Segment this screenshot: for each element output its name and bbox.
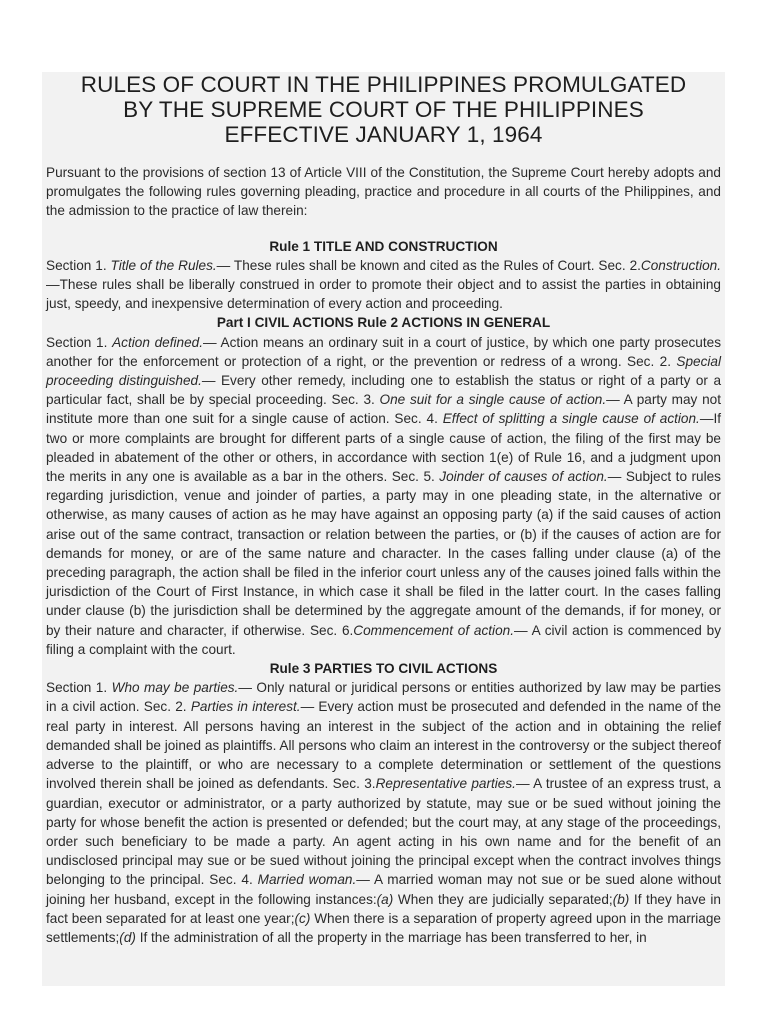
title-line: BY THE SUPREME COURT OF THE PHILIPPINES: [123, 97, 644, 122]
title-line: RULES OF COURT IN THE PHILIPPINES PROMULGATED: [80, 72, 687, 97]
rule1-paragraph: Section 1. Title of the Rules.— These rules shall be known and cited as the Rules of Court. Sec. 2.Construction.—These rules shall be liberally construed in order to promote their object and to assist the parties in obtaining just, speedy, and inexpensive determination of every action and proceeding.: [46, 257, 721, 312]
rule2-paragraph: Section 1. Action defined.— Action means an ordinary suit in a court of justice, by which one party prosecutes another for the enforcement or protection of a right, or the prevention or redress of a wrong. Sec. 2. Special proceeding distinguished.— Every other remedy, including one to establish the status or right of a party or a particular fact, shall be by special proceeding. Sec. 3. One suit for a single cause of action.— A party may not institute more than one suit for a single cause of action. Sec. 4. Effect of splitting a single cause of action.—If two or more complaints are brought for different parts of a single cause of action, the filing of the first may be pleaded in abatement of the other or others, in accordance with section 1(e) of Rule 16, and a judgment upon the merits in any one is available as a bar in the others. Sec. 5. Joinder of causes of action.— Subject to rules regarding jurisdiction, venue and joinder of parties, a party may in one pleading state, in the alternative or otherwise, as many causes of action as he may have against an opposing party (a) if the said causes of action arise out of the same contract, transaction or relation between the parties, or (b) if the causes of action are for demands for money, or are of the same nature and character. In the cases falling under clause (a) of the preceding paragraph, the action shall be filed in the inferior court unless any of the causes joined falls within the jurisdiction of the Court of First Instance, in which case it shall be filed in the latter court. In the cases falling under clause (b) the jurisdiction shall be determined by the aggregate amount of the demands, if for money, or by their nature and character, if otherwise. Sec. 6.Commencement of action.— A civil action is commenced by filing a complaint with the court.: [46, 334, 721, 657]
rule3-heading: Rule 3 PARTIES TO CIVIL ACTIONS: [269, 661, 498, 677]
rule1-heading: Rule 1 TITLE AND CONSTRUCTION: [269, 238, 498, 254]
rule2-heading: Part I CIVIL ACTIONS Rule 2 ACTIONS IN GENERAL: [216, 315, 551, 331]
document-page: [42, 72, 725, 986]
title-line: EFFECTIVE JANUARY 1, 1964: [224, 122, 543, 147]
intro-paragraph: Pursuant to the provisions of section 13 of Article VIII of the Constitution, the Supreme Court hereby adopts and promulgates the following rules governing pleading, practice and procedure in all courts of the Philippines, and the admission to the practice of law therein:: [46, 165, 721, 219]
document-title: [42, 72, 725, 147]
document-body: [42, 163, 725, 947]
rule3-paragraph: Section 1. Who may be parties.— Only natural or juridical persons or entities authorized by law may be parties in a civil action. Sec. 2. Parties in interest.— Every action must be prosecuted and defended in the name of the real party in interest. All persons having an interest in the subject of the action and in obtaining the relief demanded shall be joined as plaintiffs. All persons who claim an interest in the controversy or the subject thereof adverse to the plaintiff, or who are necessary to a complete determination or settlement of the questions involved therein shall be joined as defendants. Sec. 3.Representative parties.— A trustee of an express trust, a guardian, executor or administrator, or a party authorized by statute, may sue or be sued without joining the party for whose benefit the action is presented or defended; but the court may, at any stage of the proceedings, order such beneficiary to be made a party. An agent acting in his own name and for the benefit of an undisclosed principal may sue or be sued without joining the principal except when the contract involves things belonging to the principal. Sec. 4. Married woman.— A married woman may not sue or be sued alone without joining her husband, except in the following instances:(a) When they are judicially separated;(b) If they have in fact been separated for at least one year;(c) When there is a separation of property agreed upon in the marriage settlements;(d) If the administration of all the property in the marriage has been transferred to her, in: [46, 680, 722, 945]
